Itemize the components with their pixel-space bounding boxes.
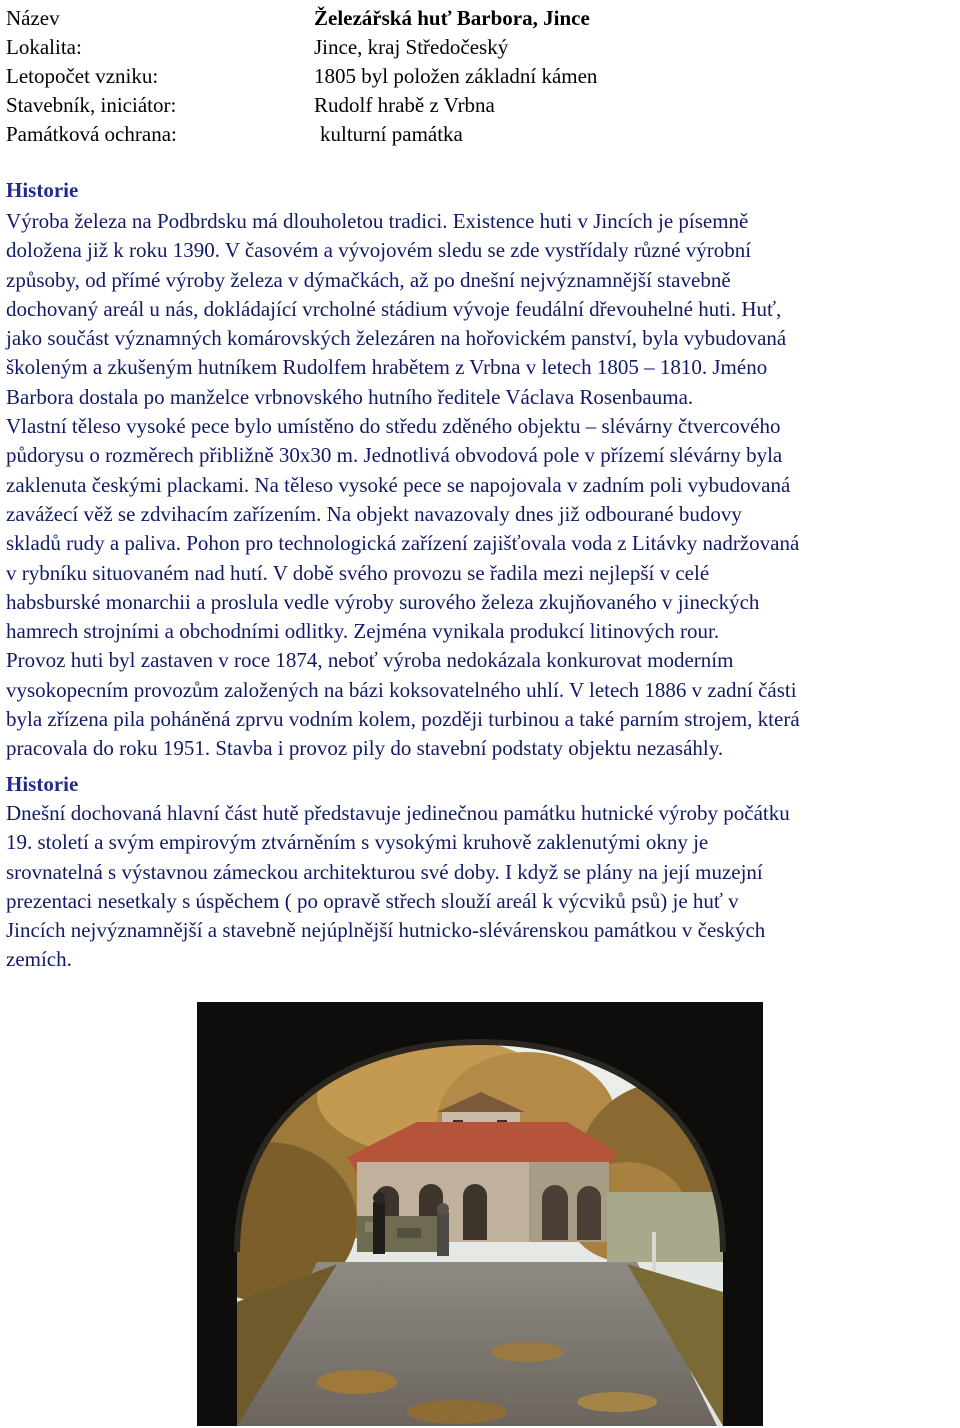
text-line: jako součást významných komárovských železáren na hořovickém panství, byla vybudovaná bbox=[6, 326, 787, 351]
text-line: skladů rudy a paliva. Pohon pro technologická zařízení zajišťovala voda z Litávky nadržovaná bbox=[6, 531, 800, 556]
meta-value: kulturní památka bbox=[320, 122, 463, 146]
section-heading-history-2: Historie bbox=[6, 772, 79, 796]
text-line: Dnešní dochovaná hlavní část hutě představuje jedinečnou památku hutnické výroby počátku bbox=[6, 801, 790, 825]
text-line: zavážecí věž se zdvihacím zařízením. Na objekt navazovaly dnes již odbourané budovy bbox=[6, 501, 742, 526]
text-line: habsburské monarchii a proslula vedle výroby surového železa zkujňovaného v jineckých bbox=[6, 589, 760, 614]
meta-key: Stavebník, iniciátor: bbox=[6, 93, 177, 117]
meta-key: Letopočet vzniku: bbox=[6, 64, 159, 88]
text-line: v rybníku situovaném nad hutí. V době svého provozu se řadila mezi nejlepší v celé bbox=[6, 560, 710, 585]
text-line: zemích. bbox=[6, 947, 72, 972]
text-line: dochovaný areál u nás, dokládající vrcholné stádium vývoje feudální dřevouhelné huti. Huť, bbox=[6, 296, 782, 321]
history-paragraph bbox=[6, 207, 958, 764]
text-line: půdorysu o rozměrech přibližně 30x30 m. Jednotlivá obvodová pole v přízemí slévárny byla bbox=[6, 443, 783, 468]
text-line: srovnatelná s výstavnou zámeckou architekturou své doby. I když se plány na její muzejní bbox=[6, 859, 763, 884]
meta-row-year bbox=[6, 62, 597, 91]
text-line: 19. století a svým empirovým ztvárněním s vysokými kruhově zaklenutými okny je bbox=[6, 830, 709, 855]
text-line: Výroba železa na Podbrdsku má dlouholetou tradici. Existence huti v Jincích je písemně bbox=[6, 209, 749, 233]
meta-value: Rudolf hrabě z Vrbna bbox=[314, 93, 495, 117]
text-line: Barbora dostala po manželce vrbnovského hutního ředitele Václava Rosenbauma. bbox=[6, 384, 694, 409]
meta-key: Památková ochrana: bbox=[6, 122, 177, 146]
text-line: zaklenuta českými plackami. Na těleso vysoké pece se napojovala v zadním poli vybudovaná bbox=[6, 472, 791, 497]
section-heading-history: Historie bbox=[6, 178, 79, 202]
text-line: byla zřízena pila poháněná zprvu vodním kolem, později turbinou a také parním strojem, která bbox=[6, 707, 800, 732]
text-line: školeným a zkušeným hutníkem Rudolfem hrabětem z Vrbna v letech 1805 – 1810. Jméno bbox=[6, 355, 768, 380]
text-line: pracovala do roku 1951. Stavba i provoz pily do stavební podstaty objektu nezasáhly. bbox=[6, 736, 724, 761]
text-line: Vlastní těleso vysoké pece bylo umístěno do středu zděného objektu – slévárny čtvercového bbox=[6, 414, 781, 439]
meta-value: 1805 byl položen základní kámen bbox=[314, 64, 598, 88]
meta-key: Název bbox=[6, 6, 60, 30]
meta-value: Železářská huť Barbora, Jince bbox=[314, 6, 590, 30]
text-line: způsoby, od přímé výroby železa v dýmačkách, až po dnešní nejvýznamnější stavebně bbox=[6, 267, 731, 292]
text-line: vysokopecním provozům založených na bázi koksovatelného uhlí. V letech 1886 v zadní části bbox=[6, 677, 797, 702]
meta-value: Jince, kraj Středočeský bbox=[314, 35, 509, 59]
metadata-table bbox=[6, 4, 597, 149]
meta-row-builder bbox=[6, 91, 597, 120]
meta-row-protection bbox=[6, 120, 597, 149]
meta-row-name bbox=[6, 4, 597, 33]
text-line: Jincích nejvýznamnější a stavebně nejúplnější hutnicko-slévárenskou památkou v českých bbox=[6, 918, 766, 943]
meta-row-location bbox=[6, 33, 597, 62]
text-line: prezentaci nesetkaly s úspěchem ( po opravě střech slouží areál k výcviků psů) je huť v bbox=[6, 888, 739, 913]
photo-ironworks-through-arch bbox=[197, 1002, 763, 1426]
text-line: Provoz huti byl zastaven v roce 1874, neboť výroba nedokázala konkurovat moderním bbox=[6, 648, 734, 673]
history-paragraph-2 bbox=[6, 799, 958, 975]
text-line: hamrech strojními a obchodními odlitky. Zejména vynikala produkcí litinových rour. bbox=[6, 619, 720, 644]
meta-key: Lokalita: bbox=[6, 35, 82, 59]
text-line: doložena již k roku 1390. V časovém a vývojovém sledu se zde vystřídaly různé výrobní bbox=[6, 238, 752, 263]
